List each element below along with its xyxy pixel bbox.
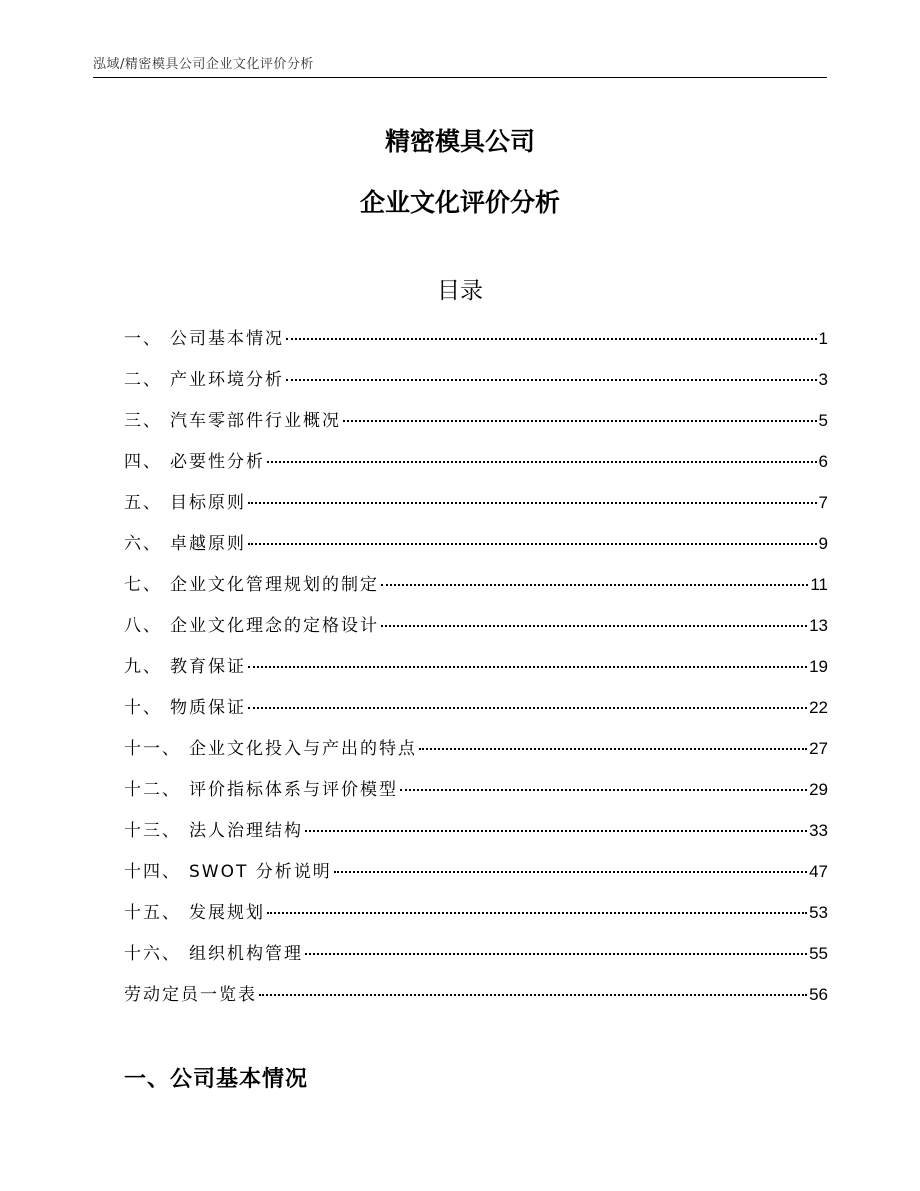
toc-entry-number: 三、 [124,411,162,431]
toc-entry[interactable] [124,980,828,1021]
document-subtitle: 企业文化评价分析 [359,188,560,217]
toc-entry-label: 教育保证 [170,657,246,677]
toc-entry-number: 一、 [124,329,162,349]
running-header: 泓域/精密模具公司企业文化评价分析 [93,57,314,72]
toc-dot-leader [248,543,817,545]
toc-entry-label: 发展规划 [189,903,265,923]
section-heading: 一、公司基本情况 [124,1067,309,1092]
toc-entry[interactable] [124,775,828,816]
toc-entry-page: 1 [818,329,828,348]
toc-entry[interactable] [124,734,828,775]
document-title: 精密模具公司 [384,127,535,156]
toc-entry[interactable] [124,816,828,857]
toc-entry-label: 公司基本情况 [170,329,284,349]
toc-entry-number: 九、 [124,657,162,677]
toc-entry-label: 必要性分析 [170,452,265,472]
toc-dot-leader [267,912,807,914]
toc-dot-leader [381,584,808,586]
table-of-contents [124,324,828,1021]
toc-entry-label: 汽车零部件行业概况 [170,411,341,431]
toc-dot-leader [267,461,817,463]
toc-entry-page: 6 [818,452,828,471]
toc-entry[interactable] [124,447,828,488]
toc-dot-leader [248,707,807,709]
toc-entry-page: 53 [809,903,828,922]
toc-heading: 目录 [437,278,483,304]
header-divider [93,77,827,78]
toc-dot-leader [248,666,807,668]
toc-entry-number: 十四、 [124,862,181,882]
toc-entry-label: 物质保证 [170,698,246,718]
toc-dot-leader [334,871,807,873]
toc-dot-leader [400,789,807,791]
toc-entry-label: 企业文化理念的定格设计 [170,616,379,636]
toc-entry-label: 法人治理结构 [189,821,303,841]
toc-entry-page: 33 [809,821,828,840]
toc-entry-page: 47 [809,862,828,881]
toc-entry[interactable] [124,939,828,980]
toc-dot-leader [259,994,807,996]
toc-entry-number: 十六、 [124,944,181,964]
toc-entry-label: 组织机构管理 [189,944,303,964]
toc-entry-page: 27 [809,739,828,758]
toc-entry-page: 5 [818,411,828,430]
toc-entry-page: 13 [809,616,828,635]
toc-entry-page: 9 [818,534,828,553]
toc-dot-leader [381,625,807,627]
toc-entry-label: 企业文化管理规划的制定 [170,575,379,595]
toc-entry-number: 二、 [124,370,162,390]
toc-entry-label: 评价指标体系与评价模型 [189,780,398,800]
toc-entry-page: 22 [809,698,828,717]
toc-entry-number: 十五、 [124,903,181,923]
toc-dot-leader [286,338,817,340]
toc-entry[interactable] [124,570,828,611]
toc-entry-label: 产业环境分析 [170,370,284,390]
toc-entry-number: 六、 [124,534,162,554]
toc-entry-label: 企业文化投入与产出的特点 [189,739,417,759]
toc-entry-label: 卓越原则 [170,534,246,554]
toc-entry-number: 十三、 [124,821,181,841]
toc-entry-number: 十一、 [124,739,181,759]
toc-entry-label: SWOT 分析说明 [189,862,332,882]
toc-entry[interactable] [124,857,828,898]
toc-entry-number: 十、 [124,698,162,718]
toc-entry-page: 56 [809,985,828,1004]
toc-dot-leader [248,502,817,504]
toc-entry-number: 五、 [124,493,162,513]
toc-entry[interactable] [124,652,828,693]
toc-entry[interactable] [124,611,828,652]
toc-entry[interactable] [124,365,828,406]
toc-entry[interactable] [124,898,828,939]
toc-entry[interactable] [124,488,828,529]
toc-entry-page: 19 [809,657,828,676]
toc-entry-page: 55 [809,944,828,963]
toc-entry-page: 11 [810,575,828,594]
toc-entry-number: 七、 [124,575,162,595]
toc-entry-number: 四、 [124,452,162,472]
toc-dot-leader [286,379,817,381]
toc-entry[interactable] [124,324,828,365]
toc-entry-number: 八、 [124,616,162,636]
toc-entry-page: 7 [818,493,828,512]
toc-dot-leader [305,953,807,955]
toc-entry-label: 目标原则 [170,493,246,513]
toc-entry-label: 劳动定员一览表 [124,985,257,1005]
toc-entry[interactable] [124,693,828,734]
toc-entry-page: 29 [809,780,828,799]
toc-dot-leader [305,830,807,832]
toc-dot-leader [419,748,807,750]
toc-entry[interactable] [124,529,828,570]
toc-entry-page: 3 [818,370,828,389]
toc-entry-number: 十二、 [124,780,181,800]
toc-entry[interactable] [124,406,828,447]
toc-dot-leader [343,420,817,422]
